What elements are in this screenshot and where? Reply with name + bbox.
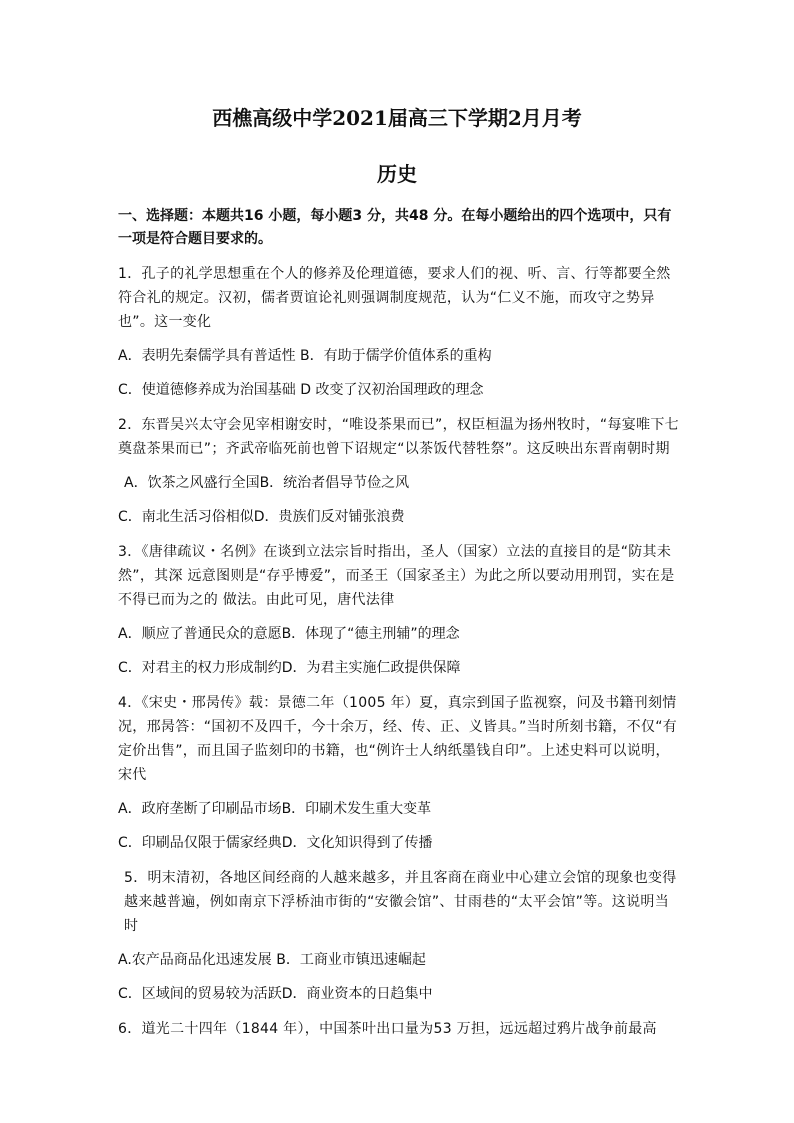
question-2-options-ab: A．饮茶之风盛行全国B．统治者倡导节俭之风	[124, 475, 410, 491]
question-1-stem: 1．孔子的礼学思想重在个人的修养及伦理道德，要求人们的视、听、言、行等都要全然符合礼的规定。汉初，儒者贾谊论礼则强调制度规范，认为“仁义不施，而攻守之势异也”。这一变化	[118, 266, 671, 330]
question-6-stem: 6．道光二十四年（1844 年），中国茶叶出口量为53 万担，远远超过鸦片战争前最高	[118, 1021, 657, 1037]
question-2-options-cd: C．南北生活习俗相似D．贵族们反对铺张浪费	[118, 509, 405, 525]
exam-content	[118, 205, 680, 1052]
question-3-options-ab: A．顺应了普通民众的意愿B．体现了“德主刑辅”的理念	[118, 626, 460, 642]
question-4-options-cd: C．印刷品仅限于儒家经典D．文化知识得到了传播	[118, 835, 433, 851]
subject-title: 历史	[377, 162, 417, 186]
exam-title: 西樵高级中学2021届高三下学期2月月考	[212, 106, 582, 130]
question-1-options-ab: A．表明先秦儒学具有普适性 B．有助于儒学价值体系的重构	[118, 348, 492, 364]
question-3-options-cd: C．对君主的权力形成制约D．为君主实施仁政提供保障	[118, 660, 461, 676]
question-1-options-cd: C．使道德修养成为治国基础 D 改变了汉初治国理政的理念	[118, 382, 484, 398]
question-5-options-cd: C．区域间的贸易较为活跃D．商业资本的日趋集中	[118, 986, 433, 1002]
question-2-stem: 2．东晋吴兴太守会见宰相谢安时，“唯设茶果而已”，权臣桓温为扬州牧时，“每宴唯下七奠盘茶果而已”；齐武帝临死前也曾下诏规定“以茶饭代替牲祭”。这反映出东晋南朝时期	[118, 417, 679, 457]
section-heading: 一、选择题：本题共16 小题，每小题3 分，共48 分。在每小题给出的四个选项中，只有一项是符合题目要求的。	[118, 208, 672, 247]
question-4-stem: 4．《宋史・邢昺传》载：景德二年（1005 年）夏，真宗到国子监视察，问及书籍刊刻情况，邢昺答：“国初不及四千，今十余万，经、传、正、义皆具。”当时所刻书籍，不仅“有定价出售”，而且国子监刻印的书籍，也“例许士人纳纸墨钱自印”。上述史料可以说明，宋代	[118, 695, 678, 783]
question-5-stem: 5．明末清初，各地区间经商的人越来越多，并且客商在商业中心建立会馆的现象也变得越来越普遍，例如南京下浮桥油市街的“安徽会馆”、甘雨巷的“太平会馆”等。这说明当时	[124, 870, 677, 934]
question-5-options-ab: A.农产品商品化迅速发展 B．工商业市镇迅速崛起	[118, 952, 426, 968]
question-4-options-ab: A．政府垄断了印刷品市场B．印刷术发生重大变革	[118, 801, 432, 817]
question-3-stem: 3．《唐律疏议・名例》在谈到立法宗旨时指出，圣人（国家）立法的直接目的是“防其未然”，其深 远意图则是“存乎博爱”，而圣王（国家圣主）为此之所以要动用刑罚，实在是不得已而为之的 做法。由此可见，唐代法律	[118, 544, 675, 608]
